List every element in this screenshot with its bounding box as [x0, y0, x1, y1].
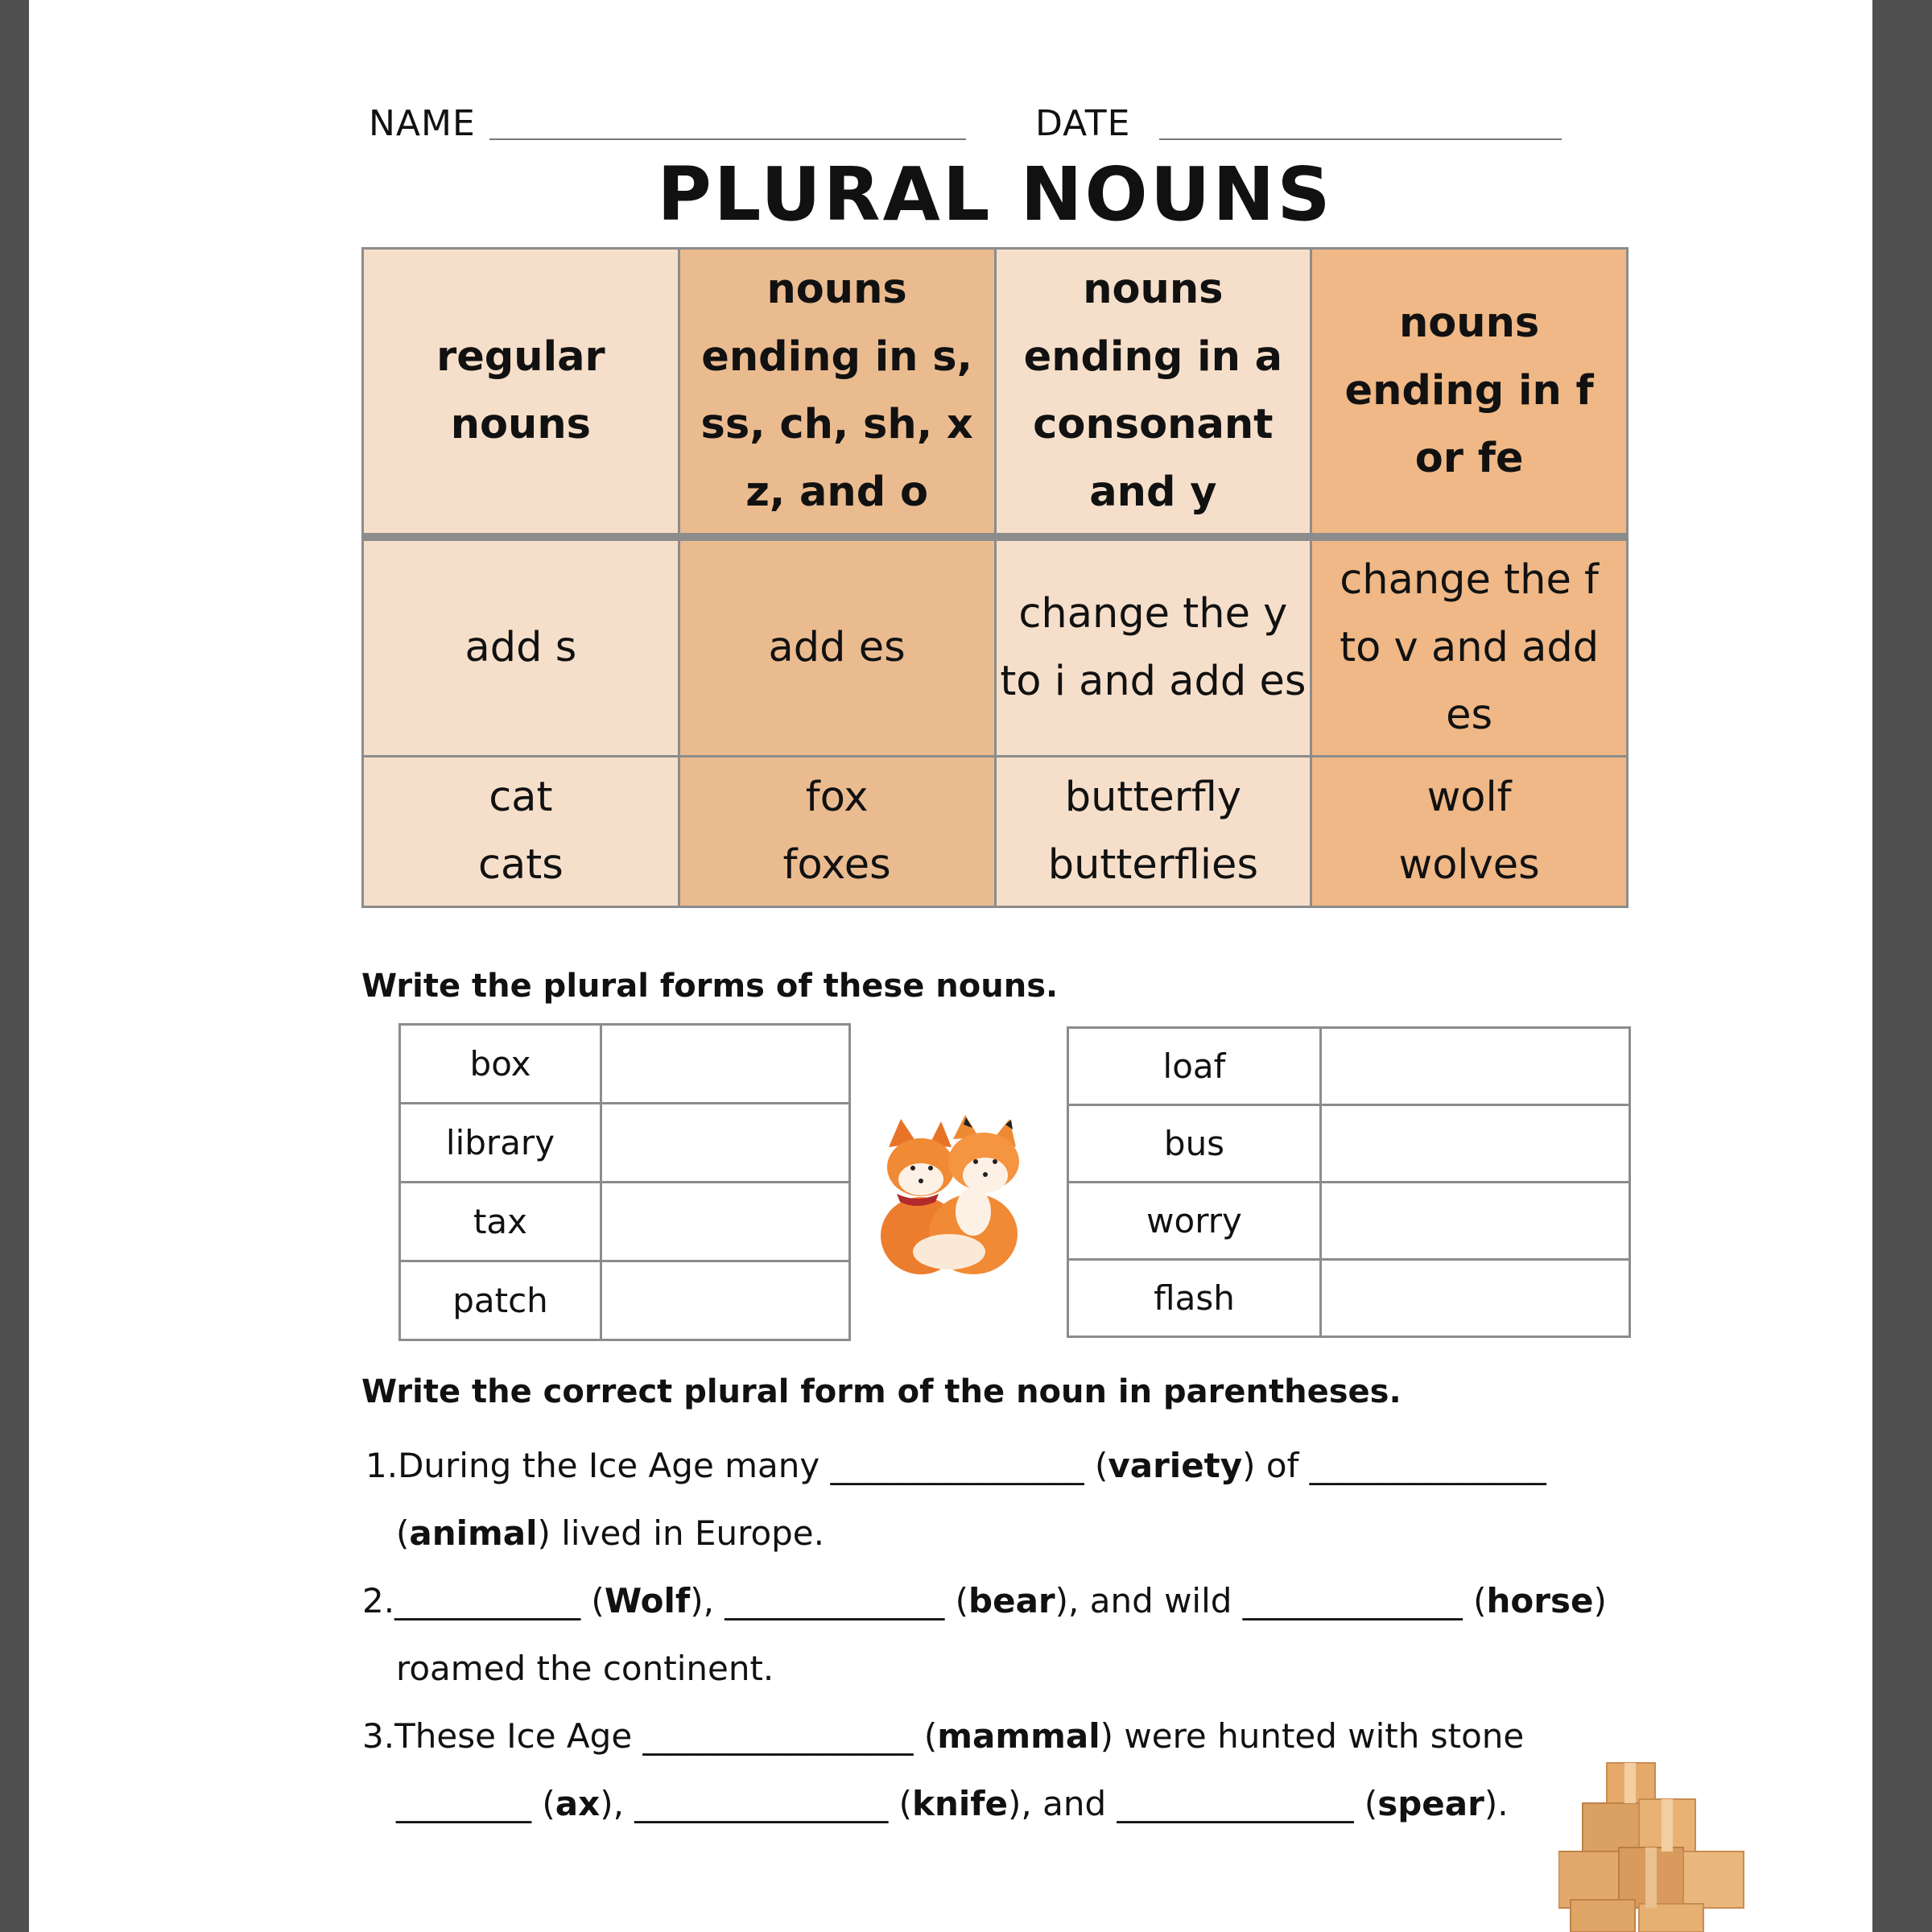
sentence-text: ), _____________ ( [690, 1581, 969, 1620]
sentence-text: roamed the continent. [396, 1649, 774, 1688]
prompt-noun: mammal [937, 1716, 1100, 1756]
prompt-noun: ax [555, 1784, 601, 1823]
example-s-ending [679, 757, 995, 907]
practice-row [1068, 1105, 1630, 1183]
practice-row [400, 1183, 850, 1261]
exercise1-instruction: Write the plural forms of these nouns. [361, 968, 1059, 1005]
practice-word: worry [1068, 1183, 1321, 1260]
practice-row [400, 1261, 850, 1340]
name-line[interactable] [489, 138, 966, 140]
practice-row [400, 1104, 850, 1183]
sentence-1-line-1 [365, 1446, 1546, 1485]
rules-header-row [363, 249, 1628, 538]
practice-word: box [400, 1025, 601, 1104]
answer-cell[interactable] [601, 1183, 850, 1261]
sentence-number: 1. [365, 1446, 398, 1485]
rule-s-ending: add es [679, 537, 995, 757]
page-title: PLURAL NOUNS [657, 151, 1333, 237]
answer-cell[interactable] [601, 1025, 850, 1104]
example-f-fe [1311, 757, 1628, 907]
prompt-noun: spear [1377, 1784, 1484, 1823]
practice-row [1068, 1183, 1630, 1260]
example-regular [363, 757, 679, 907]
sentence-2-line-1 [362, 1581, 1607, 1620]
practice-word: tax [400, 1183, 601, 1261]
example-plural: butterflies [1047, 841, 1259, 889]
prompt-noun: bear [968, 1581, 1055, 1620]
sentence-text: ) [1593, 1581, 1607, 1620]
date-label: DATE [1035, 103, 1131, 144]
sentence-2-line-2 [396, 1649, 774, 1688]
example-plural: cats [477, 841, 564, 889]
sentence-text: ), and ______________ ( [1008, 1784, 1378, 1823]
rule-consonant-y: change the y to i and add es [995, 537, 1311, 757]
sentence-text: ) lived in Europe. [537, 1513, 824, 1553]
prompt-noun: variety [1108, 1446, 1243, 1485]
prompt-noun: horse [1486, 1581, 1594, 1620]
rules-rule-row [363, 537, 1628, 757]
sentence-text: ________ ( [396, 1784, 555, 1823]
example-plural: wolves [1398, 841, 1540, 889]
sentence-text: ). [1484, 1784, 1509, 1823]
cardboard-boxes-icon [1558, 1755, 1752, 1932]
answer-cell[interactable] [1321, 1105, 1630, 1183]
example-singular: butterfly [1064, 774, 1242, 821]
sentence-text: ) were hunted with stone [1100, 1716, 1525, 1756]
practice-table-left [398, 1023, 851, 1341]
practice-word: patch [400, 1261, 601, 1340]
name-label: NAME [369, 103, 476, 144]
practice-word: flash [1068, 1260, 1321, 1337]
sentence-text: ), and wild _____________ ( [1055, 1581, 1487, 1620]
heading-s-ending: nouns ending in s, ss, ch, sh, x z, and o [679, 249, 995, 538]
heading-f-fe: nouns ending in f or fe [1311, 249, 1628, 538]
rule-f-fe: change the f to v and add es [1311, 537, 1628, 757]
example-singular: wolf [1426, 774, 1512, 821]
practice-word: library [400, 1104, 601, 1183]
practice-table-right [1067, 1026, 1631, 1338]
sentence-text: ), _______________ ( [600, 1784, 913, 1823]
sentence-text: During the Ice Age many _______________ ( [398, 1446, 1108, 1485]
exercise2-instruction: Write the correct plural form of the noun in parentheses. [361, 1373, 1402, 1410]
sentence-text: ___________ ( [394, 1581, 605, 1620]
sentence-text: These Ice Age ________________ ( [394, 1716, 938, 1756]
date-line[interactable] [1159, 138, 1562, 140]
plural-rules-table [361, 247, 1629, 908]
example-consonant-y [995, 757, 1311, 907]
practice-word: bus [1068, 1105, 1321, 1183]
heading-consonant-y: nouns ending in a consonant and y [995, 249, 1311, 538]
sentence-text: ) of ______________ [1242, 1446, 1546, 1485]
fox-pair-icon [873, 1115, 1024, 1276]
rule-regular: add s [363, 537, 679, 757]
heading-regular: regular nouns [363, 249, 679, 538]
prompt-noun: Wolf [604, 1581, 691, 1620]
sentence-number: 2. [362, 1581, 395, 1620]
prompt-noun: animal [409, 1513, 538, 1553]
answer-cell[interactable] [1321, 1028, 1630, 1105]
answer-cell[interactable] [1321, 1183, 1630, 1260]
worksheet-page [29, 0, 1872, 1932]
sentence-text: ( [396, 1513, 410, 1553]
rules-example-row [363, 757, 1628, 907]
sentence-1-line-2 [396, 1513, 824, 1553]
example-singular: fox [805, 774, 869, 821]
sentence-3-line-2 [396, 1784, 1509, 1823]
practice-row [1068, 1028, 1630, 1105]
answer-cell[interactable] [601, 1261, 850, 1340]
sentence-3-line-1 [362, 1716, 1524, 1756]
prompt-noun: knife [912, 1784, 1009, 1823]
sentence-number: 3. [362, 1716, 395, 1756]
example-plural: foxes [782, 841, 891, 889]
practice-word: loaf [1068, 1028, 1321, 1105]
example-singular: cat [489, 774, 553, 821]
answer-cell[interactable] [1321, 1260, 1630, 1337]
answer-cell[interactable] [601, 1104, 850, 1183]
practice-row [1068, 1260, 1630, 1337]
practice-row [400, 1025, 850, 1104]
